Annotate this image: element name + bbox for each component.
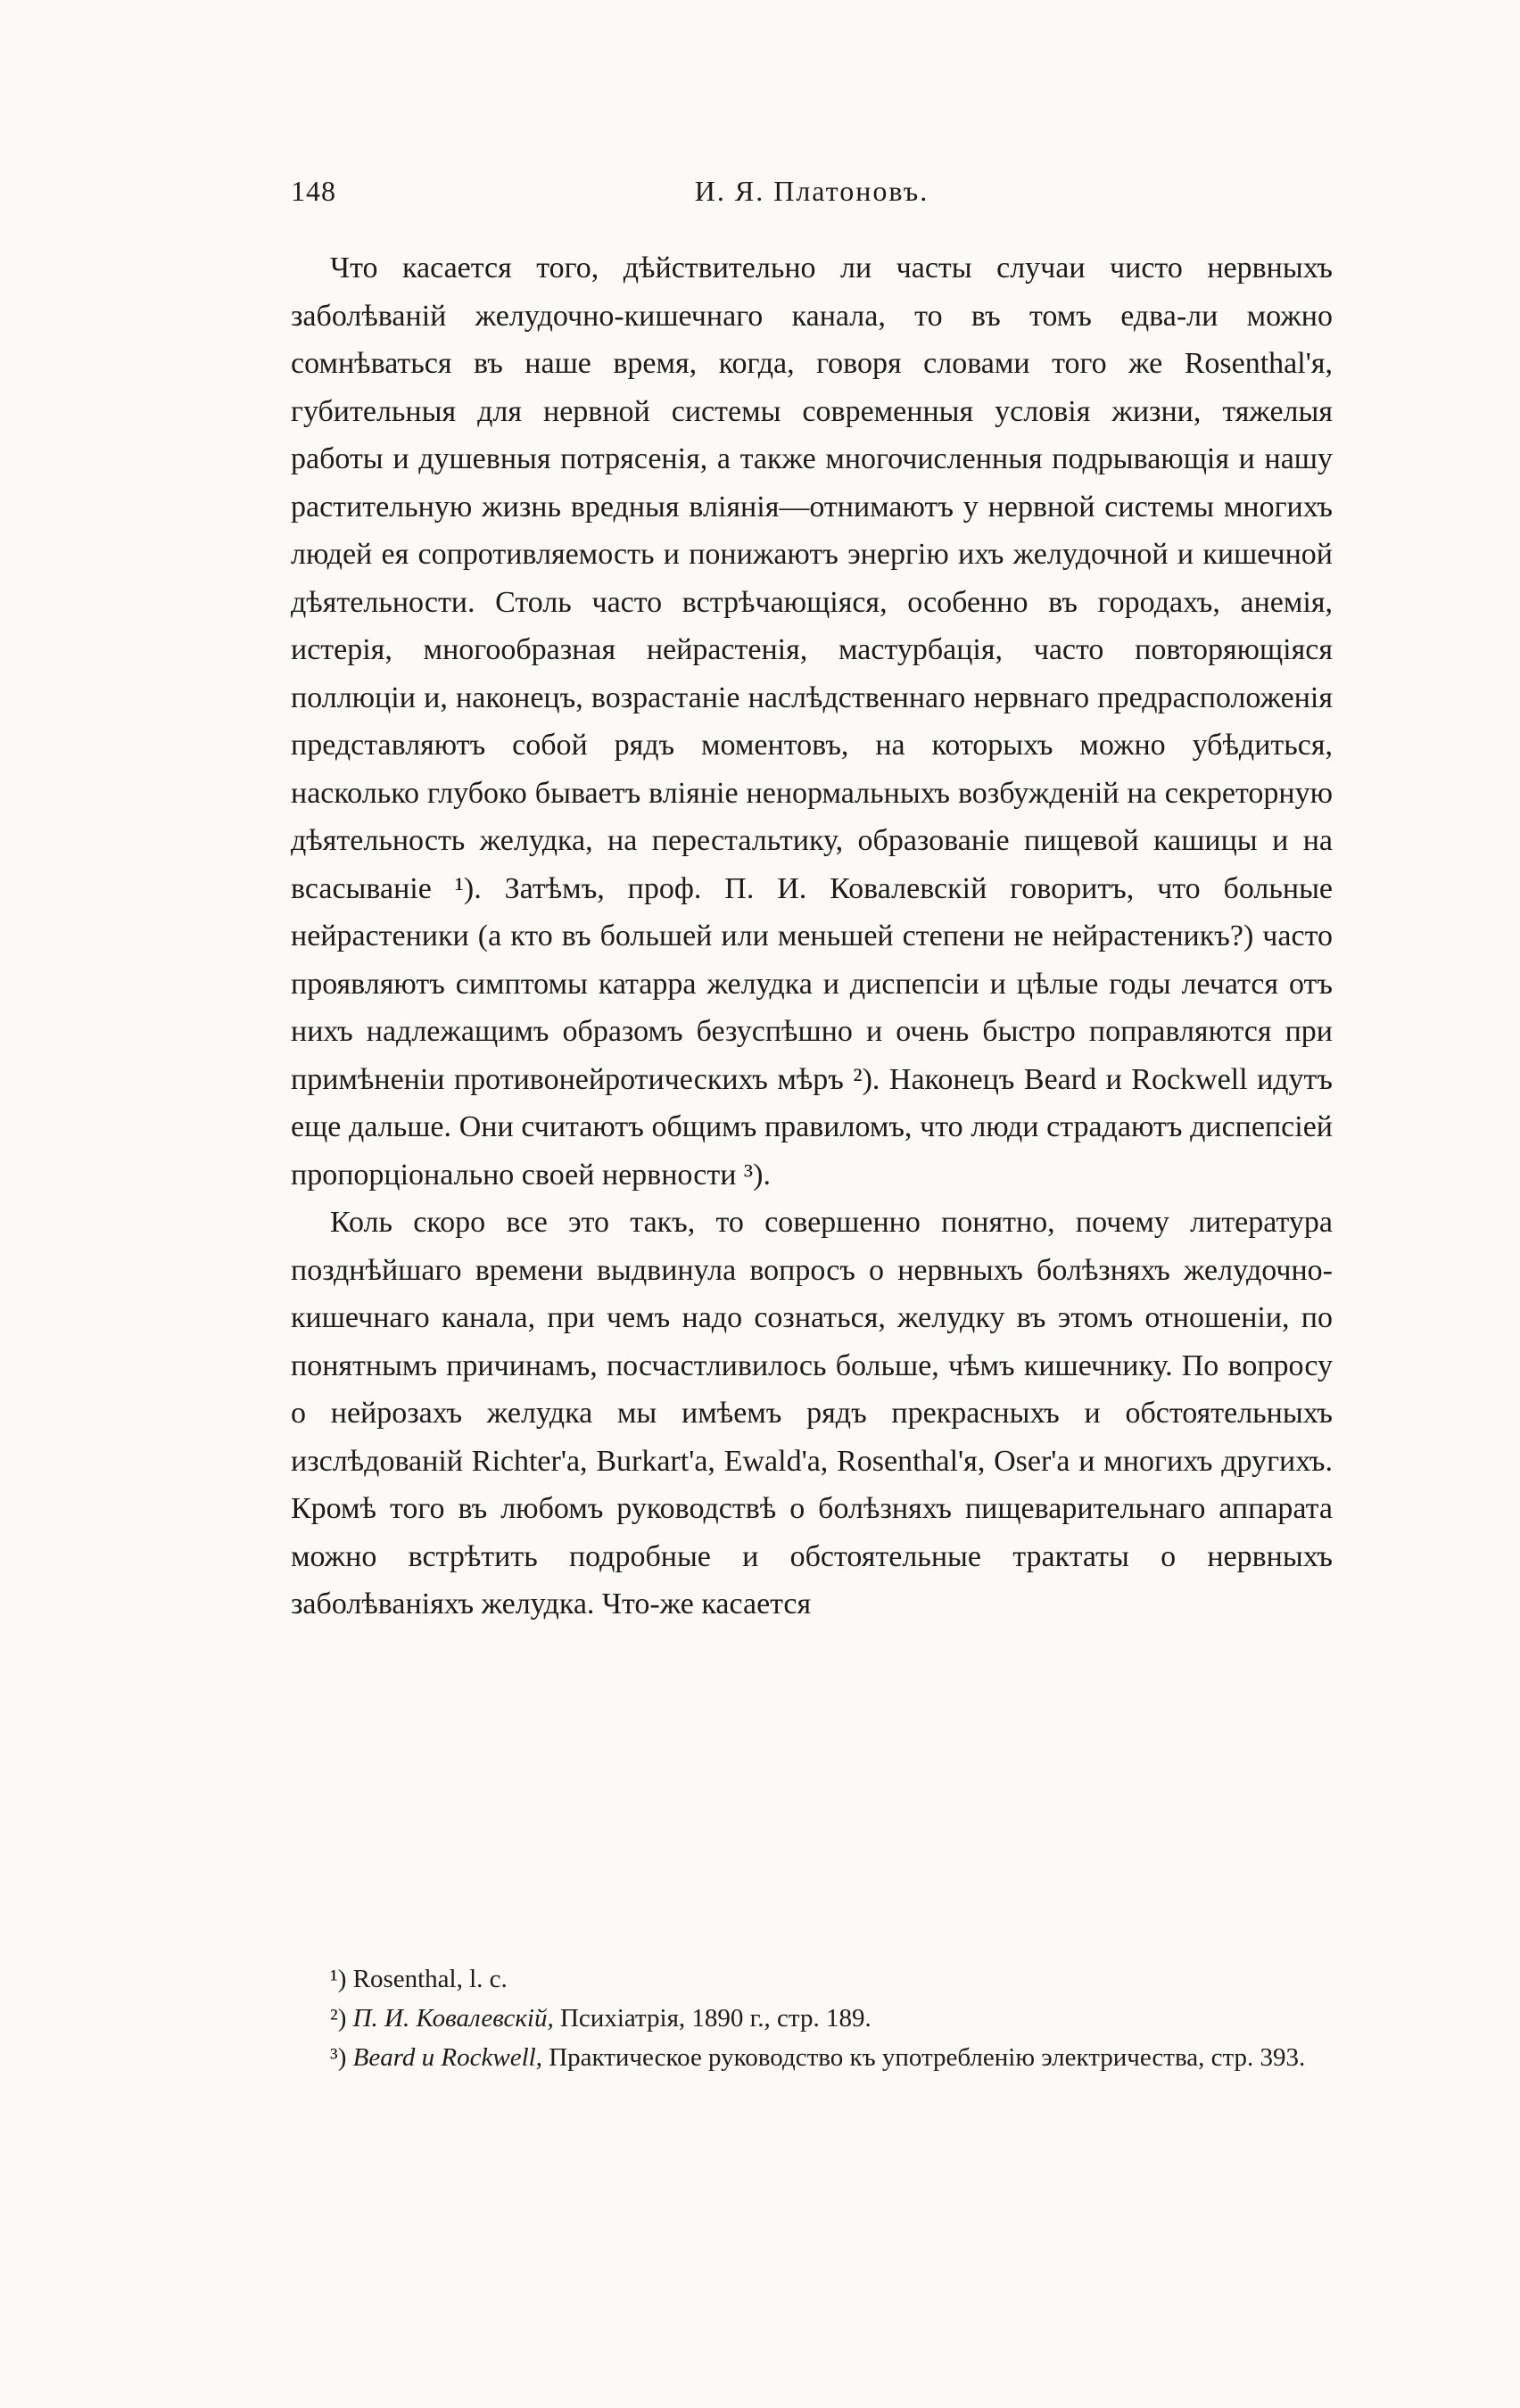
body-text xyxy=(291,244,1333,1629)
footnote-1 xyxy=(291,1959,1333,1999)
footnote-marker: ³) xyxy=(330,2043,347,2072)
footnote-2 xyxy=(291,1999,1333,2038)
running-title: И. Я. Платоновъ. xyxy=(694,175,929,207)
page-number: 148 xyxy=(291,175,336,207)
footnote-author: Beard и Rockwell, xyxy=(352,2043,542,2072)
footnote-marker: ²) xyxy=(330,2004,347,2033)
footnotes xyxy=(291,1959,1333,2077)
footnote-3 xyxy=(291,2038,1333,2077)
paragraph: Коль скоро все это такъ, то совершенно понятно, почему литература позднѣйшаго времени выдвинула вопросъ о нервныхъ болѣзняхъ желудочно-кишечнаго канала, при чемъ надо сознаться, желудку въ этомъ отношеніи, по понятнымъ причинамъ, посчастливилось больше, чѣмъ кишечнику. По вопросу о нейрозахъ желудка мы имѣемъ рядъ прекрасныхъ и обстоятельныхъ изслѣдованій Richter'a, Burkart'a, Ewald'a, Rosenthal'я, Oser'a и многихъ другихъ. Кромѣ того въ любомъ руководствѣ о болѣзняхъ пищеварительнаго аппарата можно встрѣтить подробные и обстоятельные трактаты о нервныхъ заболѣваніяхъ желудка. Что-же касается xyxy=(291,1206,1333,1620)
footnote-marker: ¹) xyxy=(330,1965,347,1993)
running-head xyxy=(291,175,1333,219)
footnote-text: Rosenthal, l. c. xyxy=(352,1965,508,1993)
footnote-author: П. И. Ковалевскій, xyxy=(352,2004,554,2033)
footnote-text: Психіатрія, 1890 г., стр. 189. xyxy=(559,2004,872,2033)
footnote-text: Практическое руководство къ употребленію электричества, стр. 393. xyxy=(549,2043,1306,2072)
paragraph: Что касается того, дѣйствительно ли часты случаи чисто нервныхъ заболѣваній желудочно-кишечнаго канала, то въ томъ едва-ли можно сомнѣваться въ наше время, когда, говоря словами того же Rosenthal'я, губительныя для нервной системы современныя условія жизни, тяжелыя работы и душевныя потрясенія, а также многочисленныя подрывающія и нашу растительную жизнь вредныя вліянія—отнимаютъ у нервной системы многихъ людей ея сопротивляемость и понижаютъ энергію ихъ желудочной и кишечной дѣятельности. Столь часто встрѣчающіяся, особенно въ городахъ, анемія, истерія, многообразная нейрастенія, мастурбація, часто повторяющіяся поллюціи и, наконецъ, возрастаніе наслѣдственнаго нервнаго предрасположенія представляютъ собой рядъ моментовъ, на которыхъ можно убѣдиться, насколько глубоко бываетъ вліяніе ненормальныхъ возбужденій на секреторную дѣятельность желудка, на перестальтику, образованіе пищевой кашицы и на всасываніе ¹). Затѣмъ, проф. П. И. Ковалевскій говоритъ, что больные нейрастеники (а кто въ большей или меньшей степени не нейрастеникъ?) часто проявляютъ симптомы катарра желудка и диспепсіи и цѣлые годы лечатся отъ нихъ надлежащимъ образомъ безуспѣшно и очень быстро поправляются при примѣненіи противонейротическихъ мѣръ ²). Наконецъ Beard и Rockwell идутъ еще дальше. Они считаютъ общимъ правиломъ, что люди страдаютъ диспепсіей пропорціонально своей нервности ³). xyxy=(291,252,1333,1192)
